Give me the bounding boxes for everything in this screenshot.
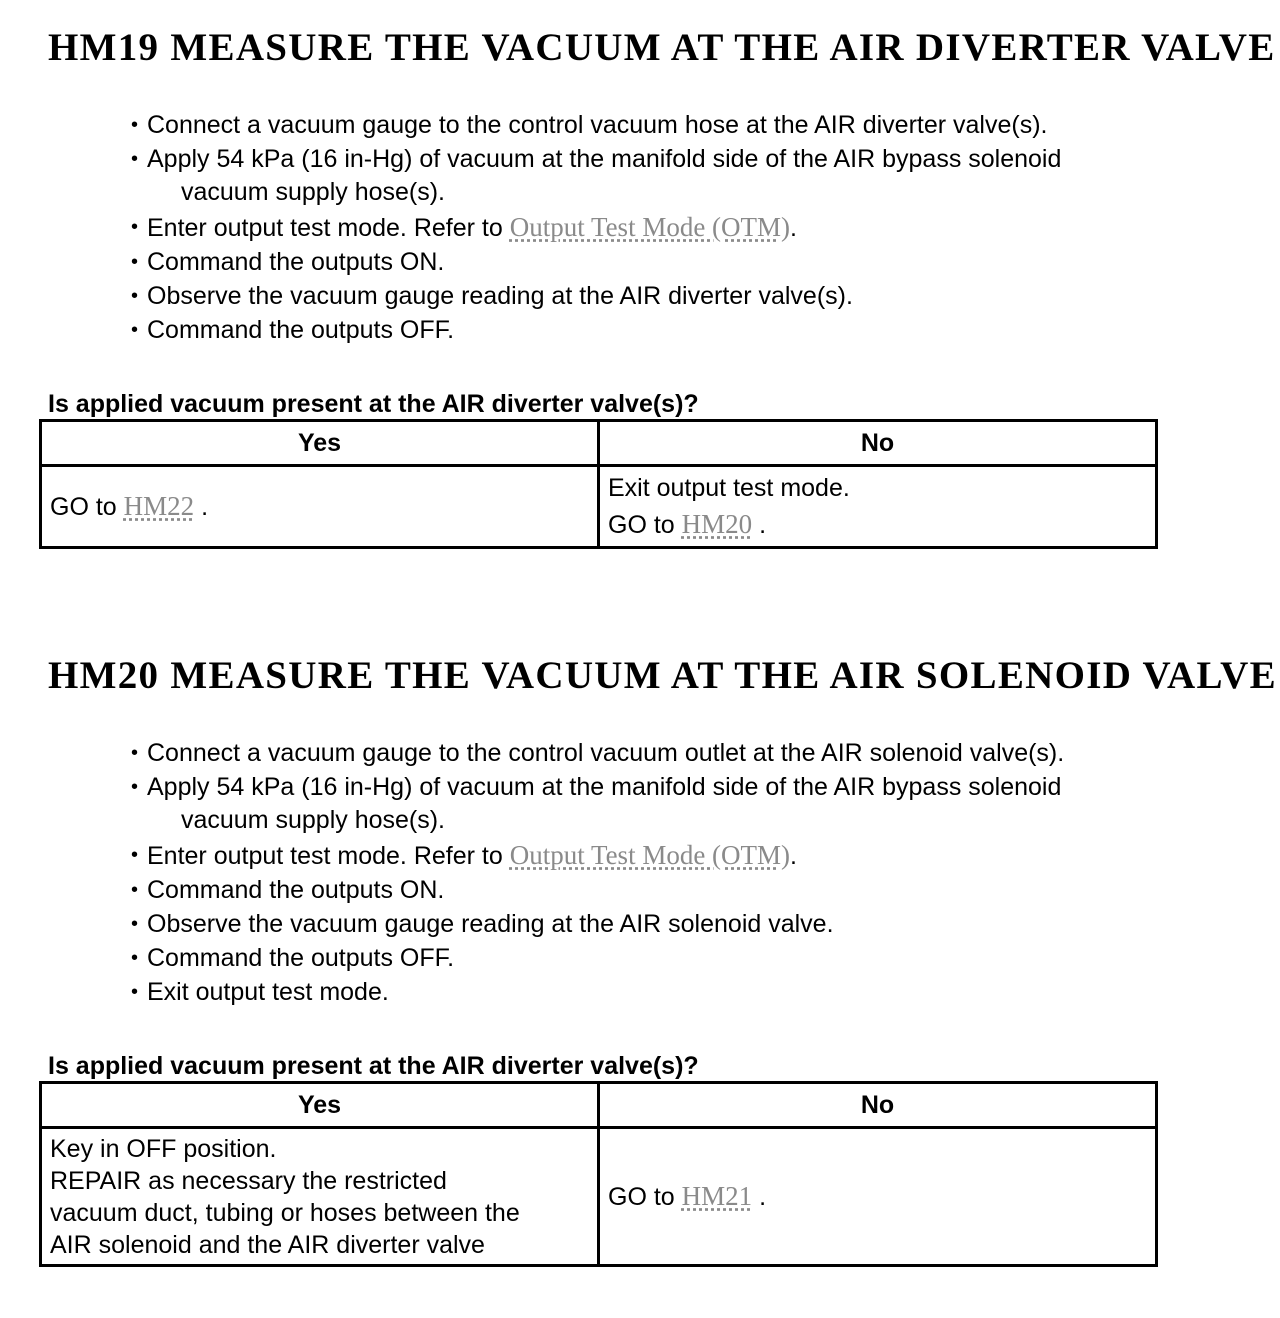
table-row xyxy=(41,1128,1157,1266)
bullet-icon: • xyxy=(131,148,139,170)
bullet-icon: • xyxy=(131,285,139,307)
bullet-icon: • xyxy=(131,251,139,273)
decision-table xyxy=(39,419,1158,549)
step-list xyxy=(131,108,1061,347)
hm20-link[interactable]: HM20 xyxy=(681,509,753,539)
bullet-icon: • xyxy=(131,981,139,1003)
yes-cell: Key in OFF position. REPAIR as necessary the restricted vacuum duct, tubing or hoses between the AIR solenoid and the AIR diverter valve xyxy=(41,1128,599,1266)
step-list xyxy=(131,736,1064,1009)
bullet-icon: • xyxy=(131,742,139,764)
step-item: • Enter output test mode. Refer to Output Test Mode (OTM). xyxy=(131,840,797,870)
question-text: Is applied vacuum present at the AIR diverter valve(s)? xyxy=(48,1052,699,1080)
step-item: • Command the outputs ON. xyxy=(131,245,1061,279)
hm22-link[interactable]: HM22 xyxy=(123,491,195,521)
step-item: • Connect a vacuum gauge to the control vacuum hose at the AIR diverter valve(s). xyxy=(131,108,1061,142)
otm-link[interactable]: Output Test Mode (OTM) xyxy=(509,840,791,870)
table-row xyxy=(41,466,1157,548)
bullet-icon: • xyxy=(131,319,139,341)
step-item: • Observe the vacuum gauge reading at the AIR solenoid valve. xyxy=(131,907,1064,941)
step-item: • Enter output test mode. Refer to Output Test Mode (OTM). xyxy=(131,212,797,242)
no-header: No xyxy=(599,421,1157,466)
bullet-icon: • xyxy=(131,216,139,238)
no-cell: GO to HM21 . xyxy=(599,1128,1157,1266)
decision-table xyxy=(39,1081,1158,1267)
table-header-row xyxy=(41,421,1157,466)
no-header: No xyxy=(599,1083,1157,1128)
yes-cell: GO to HM22 . xyxy=(41,466,599,548)
step-item: • Command the outputs ON. xyxy=(131,873,1064,907)
step-item: • Observe the vacuum gauge reading at the AIR diverter valve(s). xyxy=(131,279,1061,313)
no-cell: Exit output test mode. GO to HM20 . xyxy=(599,466,1157,548)
question-text: Is applied vacuum present at the AIR diverter valve(s)? xyxy=(48,390,699,418)
yes-header: Yes xyxy=(41,421,599,466)
step-item: • Command the outputs OFF. xyxy=(131,313,1061,347)
step-item: • Apply 54 kPa (16 in-Hg) of vacuum at the manifold side of the AIR bypass solenoid vacuum supply hose(s). xyxy=(131,142,1061,208)
yes-header: Yes xyxy=(41,1083,599,1128)
section-title: HM20 MEASURE THE VACUUM AT THE AIR SOLENOID VALVE xyxy=(48,654,1277,697)
bullet-icon: • xyxy=(131,913,139,935)
bullet-icon: • xyxy=(131,844,139,866)
hm21-link[interactable]: HM21 xyxy=(681,1181,753,1211)
bullet-icon: • xyxy=(131,776,139,798)
bullet-icon: • xyxy=(131,947,139,969)
step-item: • Exit output test mode. xyxy=(131,975,1064,1009)
table-header-row xyxy=(41,1083,1157,1128)
otm-link[interactable]: Output Test Mode (OTM) xyxy=(509,212,791,242)
bullet-icon: • xyxy=(131,879,139,901)
section-title: HM19 MEASURE THE VACUUM AT THE AIR DIVERTER VALVE xyxy=(48,26,1276,69)
bullet-icon: • xyxy=(131,114,139,136)
step-item: • Command the outputs OFF. xyxy=(131,941,1064,975)
step-item: • Connect a vacuum gauge to the control vacuum outlet at the AIR solenoid valve(s). xyxy=(131,736,1064,770)
step-item: • Apply 54 kPa (16 in-Hg) of vacuum at the manifold side of the AIR bypass solenoid vacuum supply hose(s). xyxy=(131,770,1064,836)
